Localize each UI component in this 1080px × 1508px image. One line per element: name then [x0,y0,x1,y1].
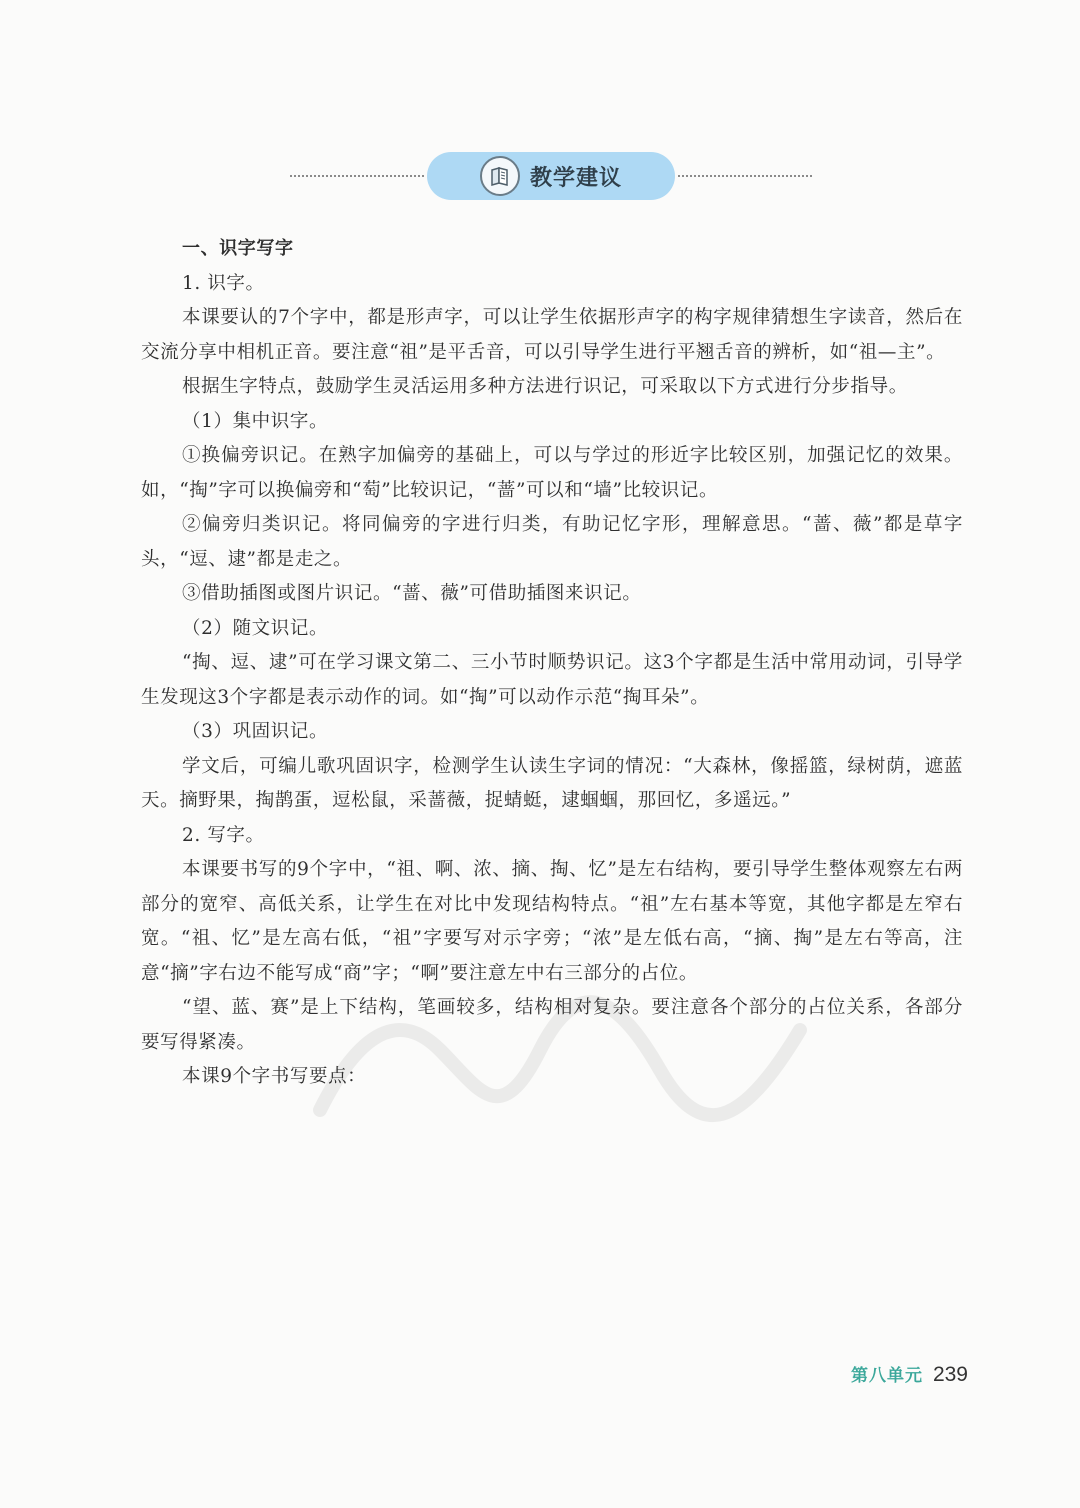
subheading-literacy: 1. 识字。 [182,272,265,294]
page-footer [851,1361,968,1387]
page-title: 教学建议 [529,165,622,191]
header-pill [427,152,675,200]
paragraph: “望、蓝、赛”是上下结构，笔画较多，结构相对复杂。要注意各个部分的占位关系，各部分要写得紧凑。 [141,997,963,1053]
paragraph: 本课9个字书写要点： [182,1066,367,1087]
book-icon [480,156,520,196]
subheading: （2）随文识记。 [182,617,329,639]
paragraph: 学文后，可编儿歌巩固识字，检测学生认读生字词的情况：“大森林，像摇篮，绿树荫，遮蓝天。摘野果，掏鹊蛋，逗松鼠，采蔷薇，捉蜻蜓，逮蝈蝈，那回忆，多遥远。” [141,755,963,811]
paragraph: ②偏旁归类识记。将同偏旁的字进行归类，有助记忆字形，理解意思。“蔷、薇”都是草字头，“逗、逮”都是走之。 [141,514,963,570]
dotted-rule-left [290,175,424,177]
subheading: （3）巩固识记。 [182,721,329,742]
paragraph: 本课要认的7个字中，都是形声字，可以让学生依据形声字的构字规律猜想生字读音，然后在交流分享中相机正音。要注意“祖”是平舌音，可以引导学生进行平翘舌音的辨析，如“祖—主”。 [141,307,963,363]
section-header [290,152,812,200]
section-heading: 一、识字写字 [182,238,294,259]
paragraph: ①换偏旁识记。在熟字加偏旁的基础上，可以与学过的形近字比较区别，加强记忆的效果。如，“掏”字可以换偏旁和“萄”比较识记，“蔷”可以和“墙”比较识记。 [141,445,963,501]
paragraph: 根据生字特点，鼓励学生灵活运用多种方法进行识记，可采取以下方式进行分步指导。 [182,376,908,397]
page-number: 239 [932,1363,968,1386]
paragraph: 本课要书写的9个字中，“祖、啊、浓、摘、掏、忆”是左右结构，要引导学生整体观察左右两部分的宽窄、高低关系，让学生在对比中发现结构特点。“祖”左右基本等宽，其他字都是左窄右宽。“祖、忆”是左高右低，“祖”字要写对示字旁；“浓”是左低右高，“摘、掏”是左右等高，注意“摘”字右边不能写成“商”字；“啊”要注意左中右三部分的占位。 [141,859,963,984]
paragraph: “掏、逗、逮”可在学习课文第二、三小节时顺势识记。这3个字都是生活中常用动词，引导学生发现这3个字都是表示动作的词。如“掏”可以动作示范“掏耳朵”。 [141,652,963,708]
body-text [141,232,963,1095]
unit-label: 第八单元 [850,1366,923,1386]
paragraph: ③借助插图或图片识记。“蔷、薇”可借助插图来识记。 [182,583,642,604]
dotted-rule-right [678,175,812,177]
subheading-writing: 2. 写字。 [182,824,265,846]
subheading: （1）集中识字。 [182,410,329,432]
